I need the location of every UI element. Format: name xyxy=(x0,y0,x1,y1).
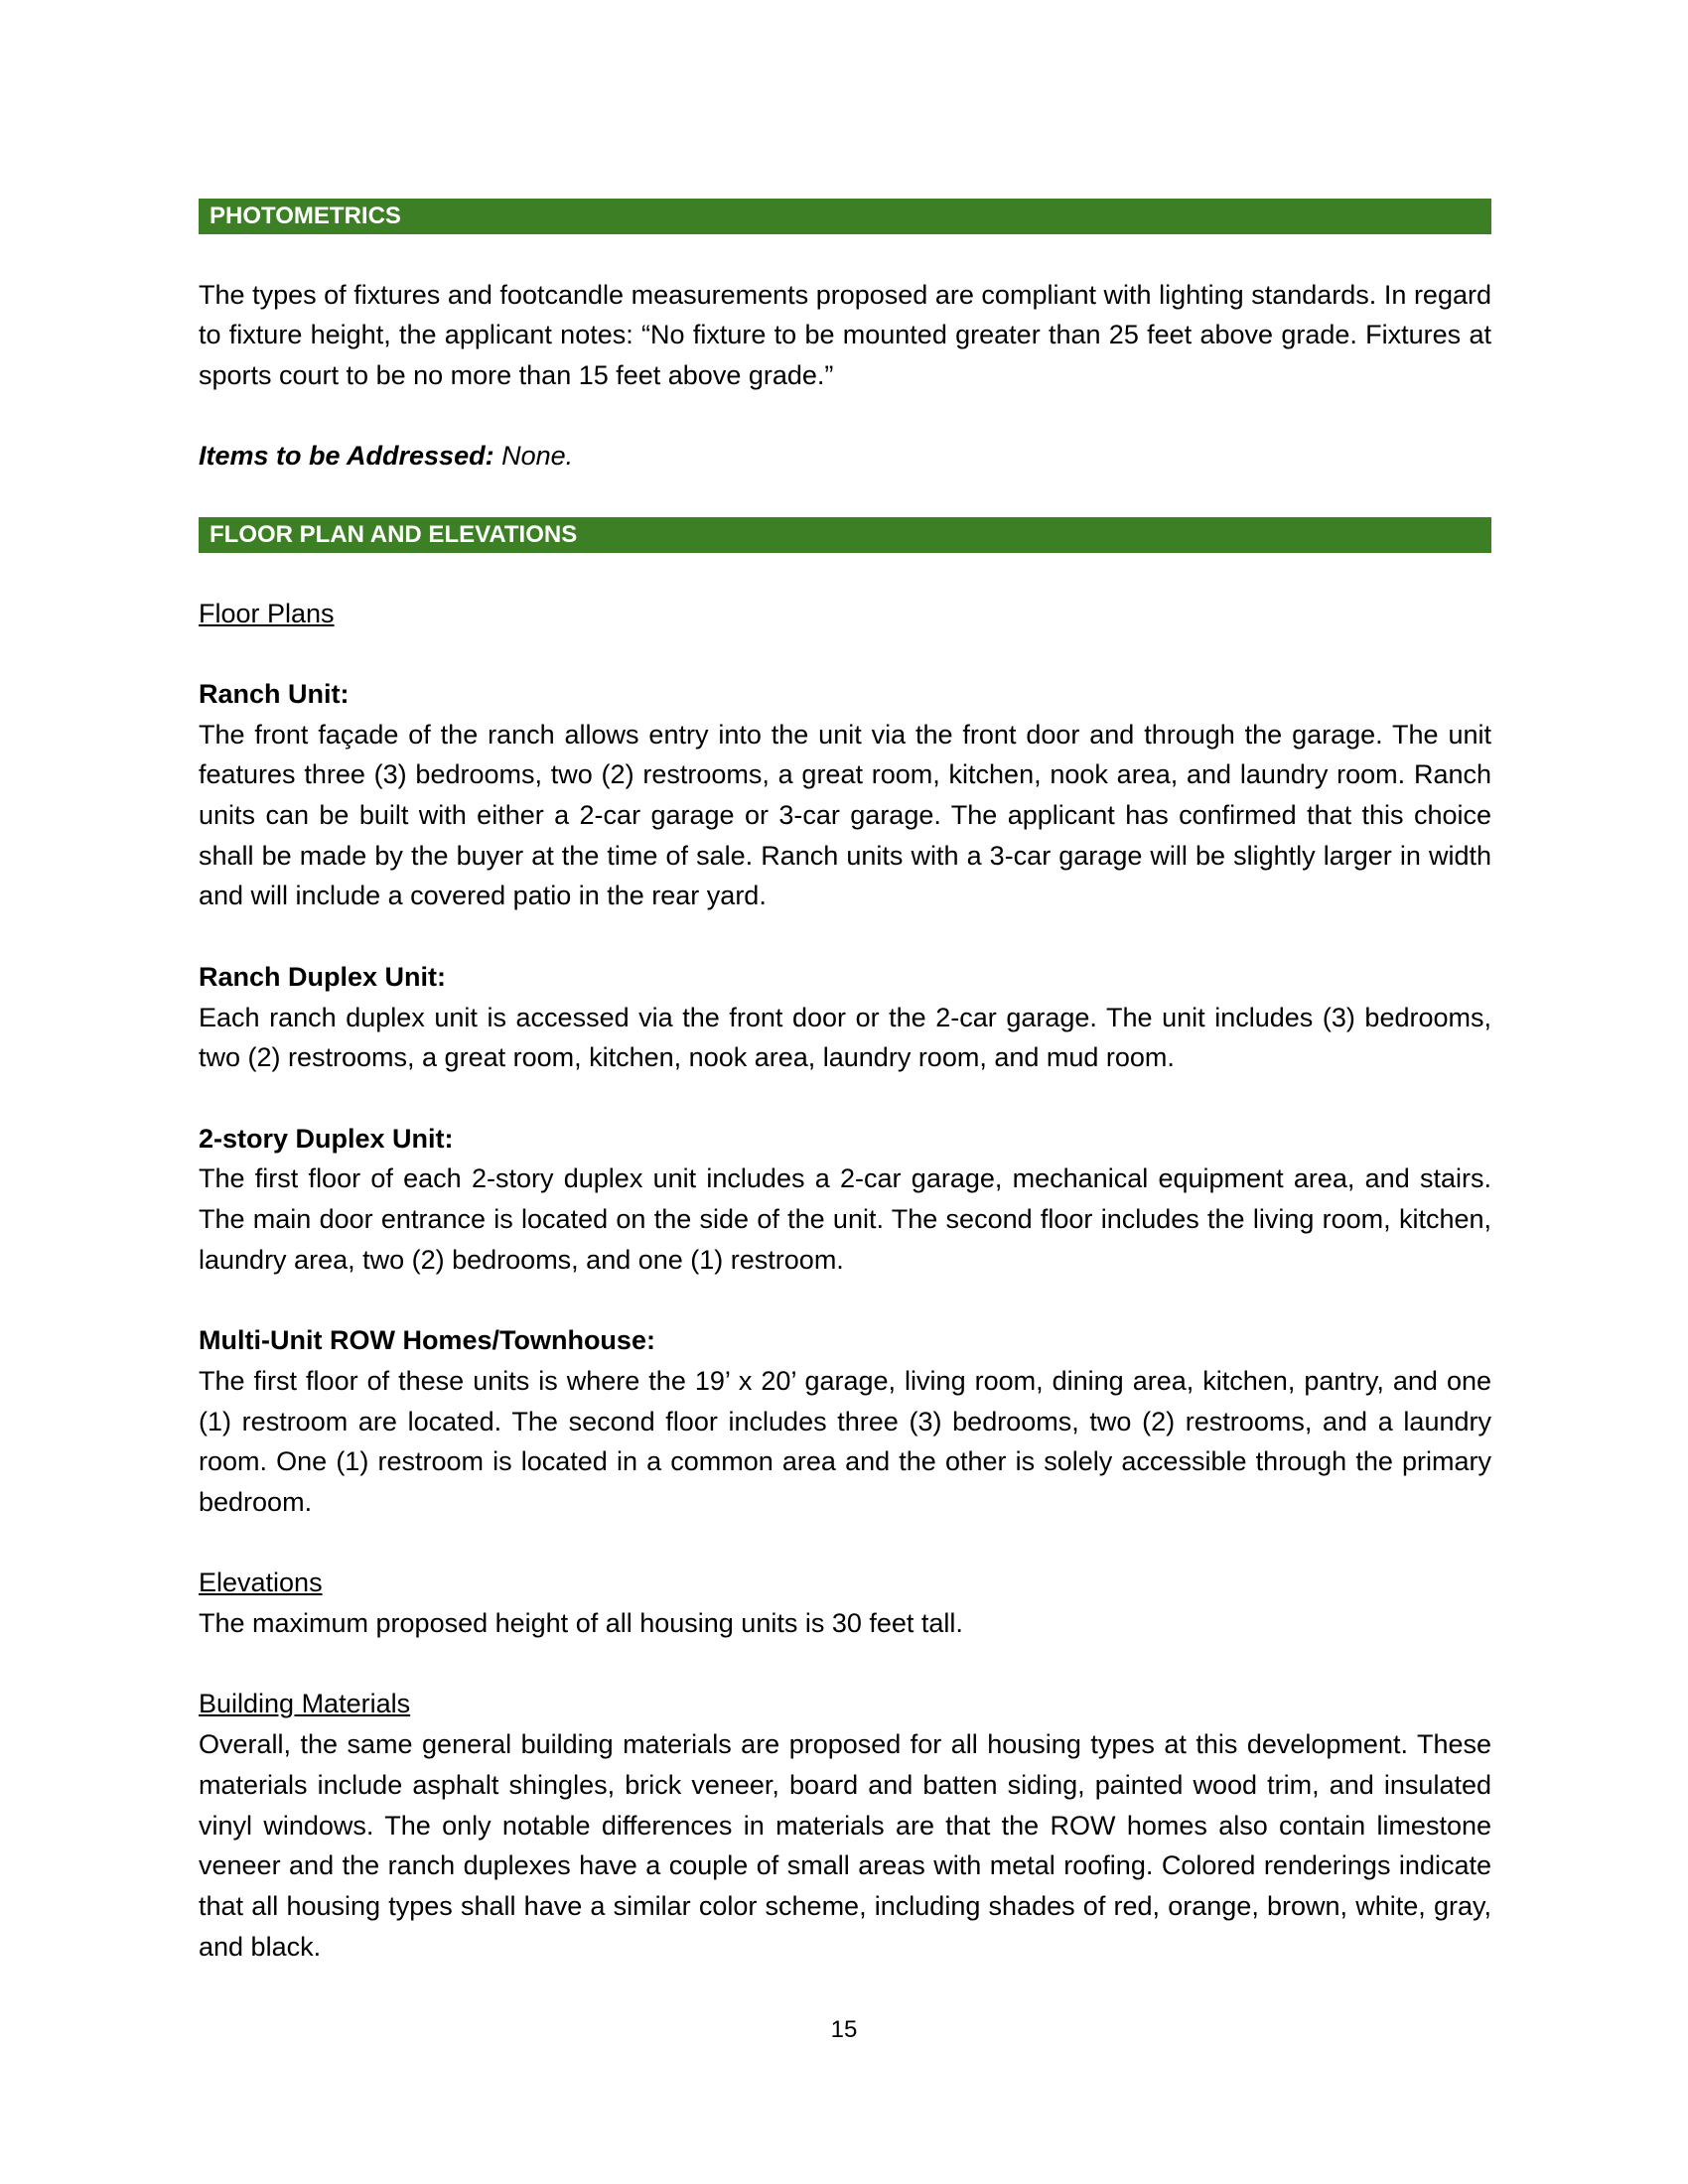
spacer xyxy=(199,234,1491,275)
spacer xyxy=(199,1078,1491,1119)
spacer xyxy=(199,1523,1491,1564)
spacer xyxy=(199,1644,1491,1685)
items-to-address-label: Items to be Addressed: xyxy=(199,441,494,472)
elevations-body: The maximum proposed height of all housing units is 30 feet tall. xyxy=(199,1608,963,1639)
two-story-duplex-title: 2-story Duplex Unit: xyxy=(199,1123,454,1154)
photometrics-heading: PHOTOMETRICS xyxy=(199,199,1491,234)
elevations-title xyxy=(199,1563,1491,1603)
row-homes-title: Multi-Unit ROW Homes/Townhouse: xyxy=(199,1325,655,1356)
ranch-unit-body: The front façade of the ranch allows entry into the unit via the front door and through the garage. The unit features three (3) bedrooms, two (2) restrooms, a great room, kitchen, nook area, and laundry room. Ranch units can be built with either a 2-car garage or 3-car garage. The applicant has confirmed that this choice shall be made by the buyer at the time of sale. Ranch units with a 3-car garage will be slightly larger in width and will include a covered patio in the rear yard. xyxy=(199,719,1491,911)
spacer xyxy=(199,477,1491,517)
spacer xyxy=(199,396,1491,437)
building-materials-title xyxy=(199,1684,1491,1724)
items-to-address-value: None. xyxy=(501,441,574,472)
building-materials-title-text: Building Materials xyxy=(199,1689,411,1719)
ranch-duplex-body: Each ranch duplex unit is accessed via the front door or the 2-car garage. The unit includes (3) bedrooms, two (2) restrooms, a great room, kitchen, nook area, laundry room, and mud room. xyxy=(199,1002,1491,1073)
floor-plans-title xyxy=(199,594,1491,634)
page-number: 15 xyxy=(830,2016,858,2043)
floor-plans-title-text: Floor Plans xyxy=(199,598,335,628)
spacer xyxy=(199,633,1491,674)
ranch-duplex-title: Ranch Duplex Unit: xyxy=(199,961,447,992)
photometrics-body: The types of fixtures and footcandle measurements proposed are compliant with lighting standards. In regard to fixture height, the applicant notes: “No fixture to be mounted greater than 25 feet above grade. Fixtures at sports court to be no more than 15 feet above grade.” xyxy=(199,279,1491,391)
floor-plan-heading: FLOOR PLAN AND ELEVATIONS xyxy=(199,517,1491,553)
spacer xyxy=(199,916,1491,957)
items-to-address xyxy=(199,436,1491,477)
spacer xyxy=(199,553,1491,594)
building-materials-body: Overall, the same general building materials are proposed for all housing types at this development. These materials include asphalt shingles, brick veneer, board and batten siding, painted wood trim, and insulated vinyl windows. The only notable differences in materials are that the ROW homes also contain limestone veneer and the ranch duplexes have a couple of small areas with metal roofing. Colored renderings indicate that all housing types shall have a similar color scheme, including shades of red, orange, brown, white, gray, and black. xyxy=(199,1729,1491,1962)
row-homes-body: The first floor of these units is where the 19’ x 20’ garage, living room, dining area, kitchen, pantry, and one (1) restroom are located. The second floor includes three (3) bedrooms, two (2) restrooms, and a laundry room. One (1) restroom is located in a common area and the other is solely accessible through the primary bedroom. xyxy=(199,1365,1491,1517)
spacer xyxy=(199,1280,1491,1320)
two-story-duplex-body: The first floor of each 2-story duplex unit includes a 2-car garage, mechanical equipment area, and stairs. The main door entrance is located on the side of the unit. The second floor includes the living room, kitchen, laundry area, two (2) bedrooms, and one (1) restroom. xyxy=(199,1163,1491,1275)
ranch-unit-title: Ranch Unit: xyxy=(199,678,350,709)
elevations-title-text: Elevations xyxy=(199,1568,323,1598)
document-page xyxy=(199,199,1491,1967)
